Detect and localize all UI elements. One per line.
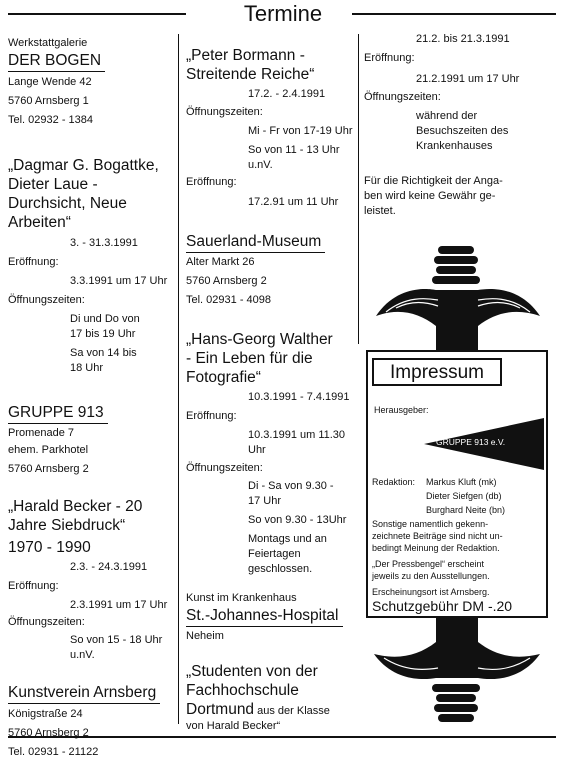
column-1 (8, 32, 174, 760)
hours-label: Öffnungszeiten: (186, 462, 263, 474)
hours-line: während der (416, 110, 478, 122)
exhibition-title (186, 700, 354, 719)
exhibition-title: „Peter Bormann - (186, 47, 305, 64)
phone-number: Tel. 02931 - 4098 (186, 294, 272, 306)
disclaimer: ben wird keine Gewähr ge- (364, 190, 496, 202)
venue-name: Kunstverein Arnsberg (8, 683, 160, 704)
hours-line: geschlossen. (248, 563, 313, 575)
footer-rule (8, 736, 556, 738)
column-divider-right (358, 34, 359, 344)
note-line: jeweils zu den Ausstellungen. (372, 571, 490, 581)
sculpture-top-illustration (366, 246, 548, 352)
hours-line: u.nV. (248, 159, 273, 171)
note-line: zeichnete Beiträge sind nicht un- (372, 531, 503, 541)
address-line: 5760 Arnsberg 1 (8, 95, 89, 107)
hours-line: Montags und an (248, 533, 327, 545)
logo-text: GRUPPE 913 e.V. (436, 437, 506, 447)
hours-label: Öffnungszeiten: (8, 616, 85, 628)
phone-number: Tel. 02932 - 1384 (8, 114, 94, 126)
opening-label: Eröffnung: (364, 52, 415, 64)
header-rule-left (8, 13, 186, 15)
hours-line: Besuchszeiten des (416, 125, 509, 137)
disclaimer: leistet. (364, 205, 396, 217)
exhibition-title: von Harald Becker“ (186, 720, 281, 732)
hours-line: Sa von 14 bis (70, 347, 137, 359)
address-line: 5760 Arnsberg 2 (8, 727, 89, 739)
exhibition-dates: 21.2. bis 21.3.1991 (416, 33, 510, 45)
exhibition-title: Fachhochschule (186, 682, 299, 699)
note-line: bedingt Meinung der Redaktion. (372, 543, 500, 553)
exhibition-title: Durchsicht, Neue (8, 195, 127, 212)
note-line: Sonstige namentlich gekenn- (372, 519, 489, 529)
venue-name: DER BOGEN (8, 51, 105, 72)
editor-label: Redaktion: (372, 477, 416, 487)
exhibition-title: „Harald Becker - 20 (8, 498, 143, 515)
hours-line: Krankenhauses (416, 140, 493, 152)
hours-line: Mi - Fr von 17-19 Uhr (248, 125, 353, 137)
address-line: Alter Markt 26 (186, 256, 255, 268)
exhibition-dates: 10.3.1991 - 7.4.1991 (248, 391, 350, 403)
fee-line: Schutzgebühr DM -.20 (372, 598, 513, 614)
exhibition-title-part: aus der Klasse (254, 705, 330, 717)
exhibition-title: Streitende Reiche“ (186, 66, 315, 83)
opening-time: 21.2.1991 um 17 Uhr (416, 73, 520, 85)
venue-name: St.-Johannes-Hospital (186, 606, 343, 627)
hours-line: So von 11 - 13 Uhr (248, 144, 340, 156)
exhibition-title: „Studenten von der (186, 663, 318, 680)
hours-line: 17 Uhr (248, 495, 282, 507)
address-line: Promenade 7 (8, 427, 75, 439)
hours-line: 17 bis 19 Uhr (70, 328, 136, 340)
address-line: Lange Wende 42 (8, 76, 92, 88)
exhibition-title: Dieter Laue - (8, 176, 98, 193)
opening-label: Eröffnung: (186, 176, 237, 188)
exhibition-title: Arbeiten“ (8, 214, 71, 231)
opening-time: Uhr (248, 444, 266, 456)
address-line: 5760 Arnsberg 2 (186, 275, 267, 287)
opening-label: Eröffnung: (8, 256, 59, 268)
hours-label: Öffnungszeiten: (8, 294, 85, 306)
publisher-label: Herausgeber: (374, 405, 429, 415)
exhibition-dates: 3. - 31.3.1991 (70, 237, 138, 249)
editor-name: Dieter Siefgen (db) (426, 491, 502, 501)
sculpture-bottom-illustration (366, 618, 548, 724)
venue-name: Sauerland-Museum (186, 232, 325, 253)
hours-line: u.nV. (70, 649, 95, 661)
exhibition-title: Jahre Siebdruck“ (8, 517, 126, 534)
hours-label: Öffnungszeiten: (364, 91, 441, 103)
note-line: „Der Pressbengel“ erscheint (372, 559, 485, 569)
phone-number: Tel. 02931 - 21122 (8, 746, 99, 758)
disclaimer: Für die Richtigkeit der Anga- (364, 175, 503, 187)
impressum-title: Impressum (372, 358, 502, 386)
address-line: ehem. Parkhotel (8, 444, 89, 456)
editor-name: Markus Kluft (mk) (426, 477, 497, 487)
address-line: Neheim (186, 630, 224, 642)
opening-time: 17.2.91 um 11 Uhr (248, 196, 339, 208)
editor-name: Burghard Neite (bn) (426, 505, 506, 515)
exhibition-title: „Dagmar G. Bogattke, (8, 157, 159, 174)
address-line: Königstraße 24 (8, 708, 83, 720)
opening-time: 3.3.1991 um 17 Uhr (70, 275, 168, 287)
venue-name: GRUPPE 913 (8, 403, 108, 424)
opening-label: Eröffnung: (8, 580, 59, 592)
opening-time: 2.3.1991 um 17 Uhr (70, 599, 168, 611)
venue-label: Werkstattgalerie (8, 37, 88, 49)
hours-line: Di und Do von (70, 313, 140, 325)
impressum-notes (372, 518, 546, 598)
exhibition-dates: 17.2. - 2.4.1991 (248, 88, 326, 100)
exhibition-title: 1970 - 1990 (8, 539, 91, 556)
hours-line: So von 9.30 - 13Uhr (248, 514, 347, 526)
exhibition-title-part: Dortmund (186, 701, 255, 718)
exhibition-dates: 2.3. - 24.3.1991 (70, 561, 148, 573)
header-rule-right (352, 13, 556, 15)
hours-line: 18 Uhr (70, 362, 104, 374)
exhibition-title: „Hans-Georg Walther (186, 331, 333, 348)
opening-label: Eröffnung: (186, 410, 237, 422)
impressum-box (366, 350, 548, 618)
column-3 (364, 32, 556, 219)
column-2 (186, 46, 354, 734)
hours-line: Feiertagen (248, 548, 301, 560)
note-line: Erscheinungsort ist Arnsberg. (372, 587, 490, 597)
column-divider-left (178, 34, 179, 724)
hours-line: Di - Sa von 9.30 - (248, 480, 334, 492)
address-line: 5760 Arnsberg 2 (8, 463, 89, 475)
hours-line: So von 15 - 18 Uhr (70, 634, 163, 646)
hours-label: Öffnungszeiten: (186, 106, 263, 118)
exhibition-title: Fotografie“ (186, 369, 261, 386)
venue-label: Kunst im Krankenhaus (186, 592, 297, 604)
exhibition-title: - Ein Leben für die (186, 350, 313, 367)
page-title: Termine (243, 1, 323, 26)
opening-time: 10.3.1991 um 11.30 (248, 429, 346, 441)
